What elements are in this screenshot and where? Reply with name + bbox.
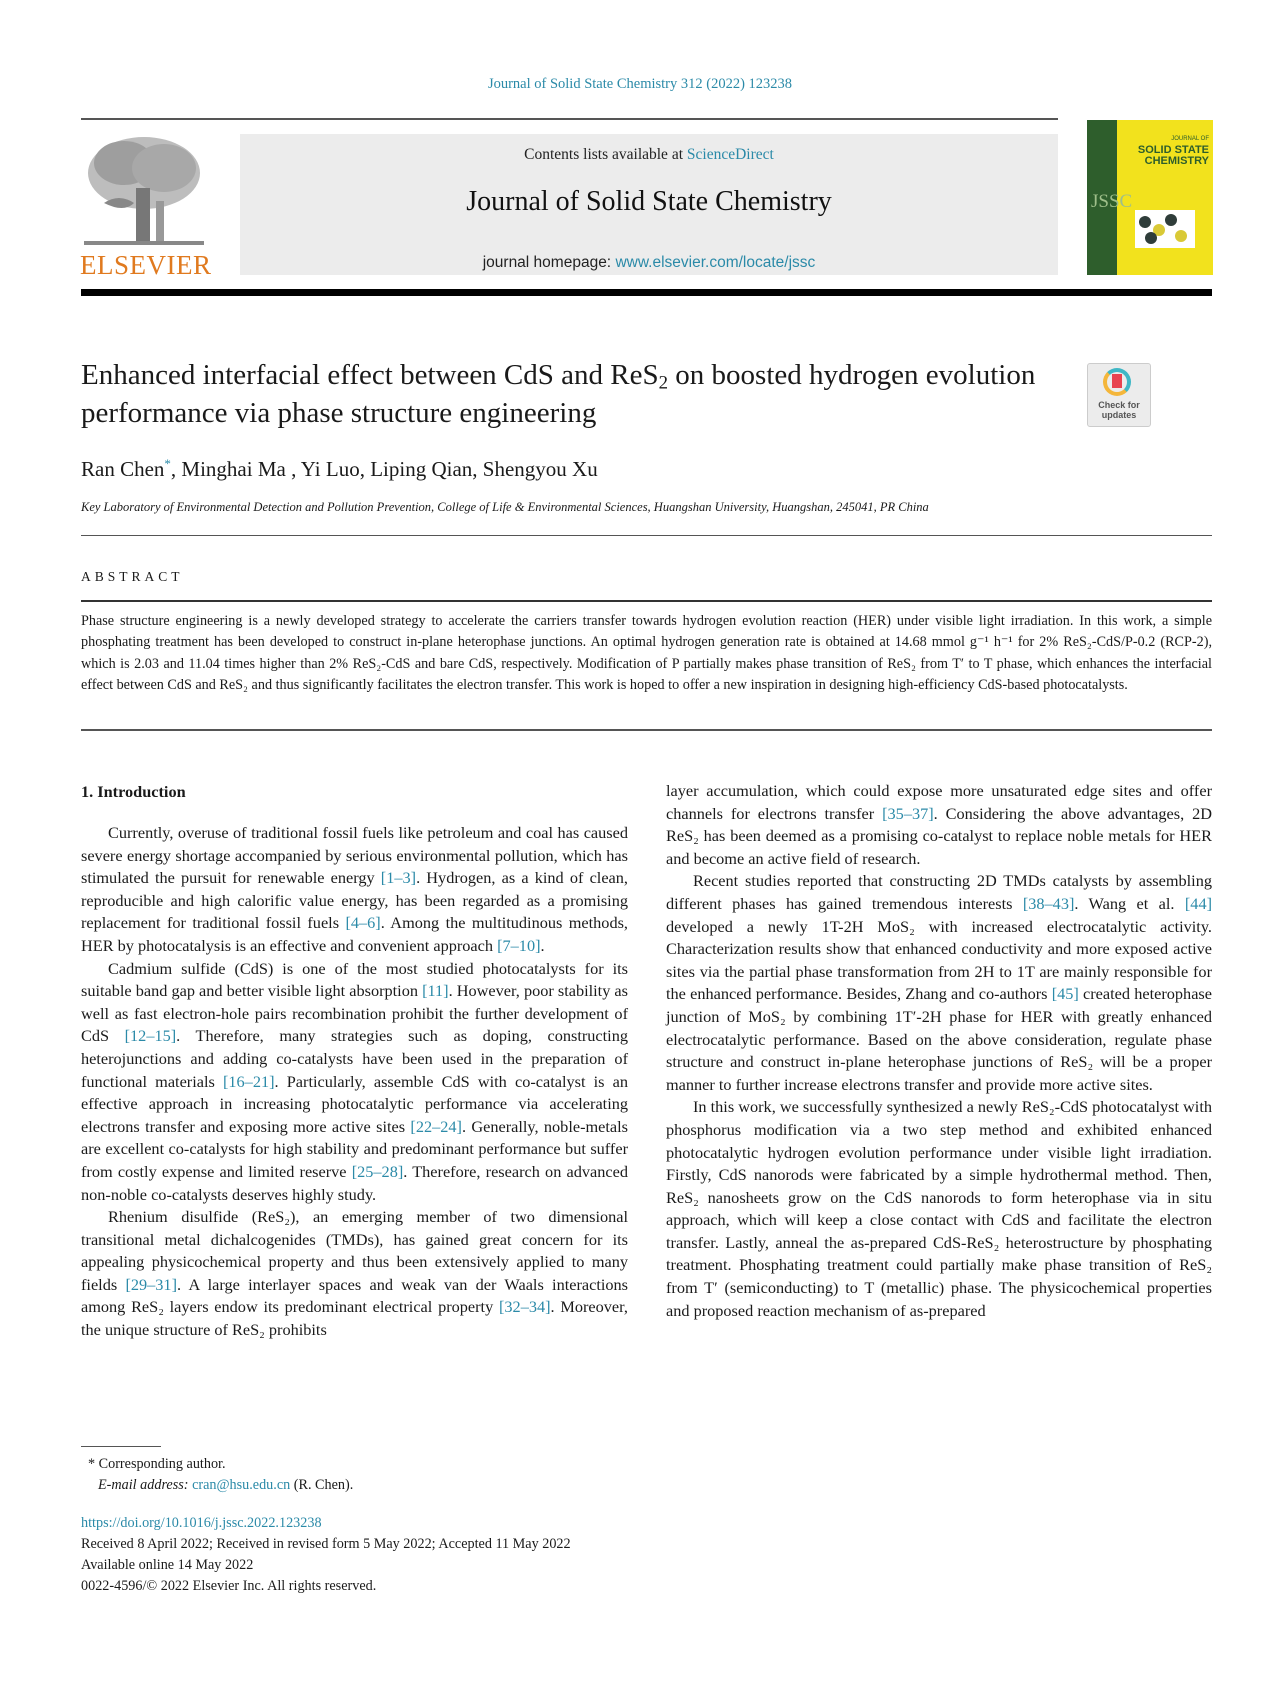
elsevier-wordmark: ELSEVIER (80, 250, 212, 280)
cover-image (1135, 210, 1195, 248)
text-run: Rhenium disulfide (ReS₂), an emerging member of two dimensional transitional metal dichalcogenides (TMDs), has gained great concern for its appealing physicochemical property and thus been extensively applied to many fields (81, 1207, 628, 1294)
body-column-right (666, 780, 1212, 1322)
available-online: Available online 14 May 2022 (81, 1557, 254, 1573)
header-thick-divider (81, 289, 1212, 296)
text-run: . Generally, noble-metals are excellent co-catalysts for high stability and predominant performance but suffer from costly expense and limited reserve (81, 1116, 628, 1181)
journal-homepage-link[interactable]: www.elsevier.com/locate/jssc (615, 254, 816, 271)
cover-spine (1087, 120, 1133, 275)
citation-link[interactable]: [32–34] (499, 1297, 551, 1317)
citation-link[interactable]: [7–10] (497, 935, 541, 955)
journal-banner (240, 134, 1058, 275)
citation-link[interactable]: [29–31] (125, 1274, 177, 1294)
paragraph (81, 822, 628, 958)
body-column-left (81, 822, 628, 1342)
paragraph (666, 1096, 1212, 1322)
text-run: . Hydrogen, as a kind of clean, reproducible and high calorific value energy, has been regarded as a promising replacement for traditional fossil fuels (81, 868, 628, 933)
author-separator: , (359, 457, 371, 481)
text-run: . Considering the above advantages, 2D ReS₂ has been deemed as a promising co-catalyst to replace noble metals for HER and become an active field of research. (666, 803, 1213, 868)
text-run: . (540, 935, 545, 955)
corresponding-author-mark[interactable]: * (164, 456, 171, 471)
journal-cover-thumbnail[interactable] (1087, 120, 1213, 275)
elsevier-logo[interactable] (80, 133, 212, 281)
paragraph (81, 1206, 628, 1342)
section-heading-introduction: 1. Introduction (81, 782, 186, 801)
title-part2: on boosted hydrogen evolution performance via phase structure engineering (81, 359, 1036, 429)
author-name[interactable]: Yi Luo (300, 457, 360, 481)
text-run: . A large interlayer spaces and weak van der Waals interactions among ReS₂ layers endow its predominant electrical property (81, 1274, 628, 1317)
text-run: . However, poor stability as well as fast electron-hole pairs recombination prohibit the further development of CdS (81, 981, 628, 1046)
footnote (88, 1454, 353, 1496)
email-line (88, 1475, 353, 1496)
journal-title: Journal of Solid State Chemistry (466, 186, 832, 217)
email-suffix: (R. Chen). (290, 1477, 354, 1493)
publication-info (81, 1513, 571, 1597)
text-run: . Among the multitudinous methods, HER by photocatalysis is an effective and convenient approach (81, 913, 628, 955)
email-label: E-mail address: (98, 1477, 193, 1493)
text-run: layer accumulation, which could expose more unsaturated edge sites and offer channels for electrons transfer (666, 781, 1212, 823)
text-run: created heterophase junction of MoS₂ by combining 1T′-2H phase for HER with greatly enhanced electrocatalytic performance. Based on the above consideration, regulate phase structure and construct in-plane heterophase junctions of ReS₂ will be a proper manner to further increase electrons transfer and provide more active sites. (666, 984, 1212, 1094)
paragraph (666, 870, 1212, 1096)
sciencedirect-link[interactable]: ScienceDirect (686, 146, 774, 163)
text-run: . Therefore, research on advanced non-noble co-catalysts deserves highly study. (81, 1161, 628, 1204)
header-divider (81, 118, 1058, 120)
abstract-text: Phase structure engineering is a newly developed strategy to accelerate the carriers transfer towards hydrogen evolution reaction (HER) under visible light irradiation. In this work, a simple phosphating treatment has been developed to construct in-plane heterophase junctions. An optimal hydrogen generation rate is obtained at 14.68 mmol g⁻¹ h⁻¹ for 2% ReS₂-CdS/P-0.2 (RCP-2), which is 2.03 and 11.04 times higher than 2% ReS₂-CdS and bare CdS, respectively. Modification of P partially makes phase transition of ReS₂ from T′ to T phase, which enhances the interfacial effect between CdS and ReS₂ and thus significantly facilitates the electron transfer. This work is hoped to offer a new inspiration in designing high-efficiency CdS-based photocatalysts. (81, 613, 1212, 693)
author-separator: , (472, 457, 483, 481)
cover-title-line1: SOLID STATE (1137, 144, 1209, 156)
abstract-heading: ABSTRACT (81, 569, 184, 584)
cover-title-small: JOURNAL OF (1171, 136, 1209, 142)
contents-available-line (240, 146, 1058, 164)
text-run: . Moreover, the unique structure of ReS₂ prohibits (81, 1297, 628, 1340)
paragraph (81, 958, 628, 1207)
doi-link[interactable]: https://doi.org/10.1016/j.jssc.2022.123238 (81, 1515, 322, 1531)
author-name[interactable]: Minghai Ma (181, 457, 286, 481)
title-subscript: 2 (658, 372, 669, 394)
citation-link[interactable]: [1–3] (380, 868, 417, 888)
abstract-bottom-divider (81, 729, 1212, 731)
author-separator: , (170, 457, 182, 481)
author-name[interactable]: Liping Qian (370, 457, 473, 481)
citation-link[interactable]: [4–6] (345, 913, 381, 933)
text-run: Currently, overuse of traditional fossil fuels like petroleum and coal has caused severe energy shortage accompanied by serious environmental pollution, which has stimulated the pursuit for renewable energy (81, 823, 628, 888)
homepage-prefix: journal homepage: (482, 254, 616, 271)
text-run: . Particularly, assemble CdS with co-catalyst is an effective approach in increasing photocatalytic performance via accelerating electrons transfer and exposing more active sites (81, 1071, 629, 1136)
citation-link[interactable]: [22–24] (410, 1116, 462, 1136)
text-run: . Wang et al. (1074, 893, 1185, 913)
publication-history: Received 8 April 2022; Received in revised form 5 May 2022; Accepted 11 May 2022 (81, 1536, 571, 1552)
cover-title-line2: CHEMISTRY (1144, 155, 1209, 167)
footnote-divider (81, 1446, 161, 1447)
citation-link[interactable]: [38–43] (1022, 893, 1075, 913)
affiliation: Key Laboratory of Environmental Detection and Pollution Prevention, College of Life & Environmental Sciences, Huangshan University, Huangshan, 245041, PR China (81, 500, 929, 514)
contents-prefix: Contents lists available at (524, 146, 687, 163)
text-run: . Therefore, many strategies such as doping, constructing heterojunctions and adding co-catalysts have been used in the preparation of functional materials (81, 1026, 628, 1091)
tree-of-knowledge-icon (84, 133, 204, 251)
cover-title (1121, 134, 1209, 167)
cover-spine-text: JSSC (1091, 191, 1133, 212)
author-separator: , (285, 457, 301, 481)
citation-link[interactable]: [25–28] (351, 1161, 404, 1181)
check-for-updates-label: Check for updates (1098, 400, 1140, 420)
bookmark-icon (1112, 374, 1122, 388)
title-part1: Enhanced interfacial effect between CdS and ReS (81, 359, 659, 391)
abstract-top-divider (81, 600, 1212, 602)
author-list (81, 456, 598, 482)
text-run: Recent studies reported that constructing 2D TMDs catalysts by assembling different phases has gained tremendous interests (666, 871, 1212, 913)
article-title (81, 356, 1041, 432)
text-run: In this work, we successfully synthesized a newly ReS₂-CdS photocatalyst with phosphorus modification via a two step method and exhibited enhanced photocatalytic hydrogen evolution performance under visible light irradiation. Firstly, CdS nanorods were fabricated by a simple hydrothermal method. Then, ReS₂ nanosheets grow on the CdS nanorods to form heterophase via in situ approach, which will keep a close contact with CdS and facilitate the electron transfer. Lastly, anneal the as-prepared CdS-ReS₂ heterostructure by phosphating treatment. Phosphating treatment could partially make phase transition of ReS₂ from T′ (semiconducting) to T (metallic) phase. The physicochemical properties and proposed reaction mechanism of as-prepared (666, 1097, 1212, 1320)
divider (81, 535, 1212, 536)
citation-link[interactable]: [11] (422, 981, 449, 1001)
copyright: 0022-4596/© 2022 Elsevier Inc. All rights reserved. (81, 1578, 377, 1594)
corresponding-author-note: * Corresponding author. (88, 1456, 226, 1472)
citation-link[interactable]: [16–21] (222, 1071, 275, 1091)
journal-reference-link[interactable]: Journal of Solid State Chemistry 312 (2022) 123238 (487, 76, 793, 92)
citation-link[interactable]: [44] (1184, 893, 1213, 913)
citation-link[interactable]: [12–15] (124, 1026, 177, 1046)
citation-link[interactable]: [35–37] (882, 803, 934, 823)
journal-homepage-line (240, 254, 1058, 272)
citation-link[interactable]: [45] (1051, 984, 1079, 1004)
text-run: Cadmium sulfide (CdS) is one of the most studied photocatalysts for its suitable band gap and better visible light absorption (81, 958, 628, 1001)
author-name[interactable]: Shengyou Xu (482, 457, 598, 481)
text-run: developed a newly 1T-2H MoS₂ with increased electrocatalytic activity. Characterization results show that enhanced conductivity and more exposed active sites via the partial phase transformation from 2H to 1T are mainly responsible for the enhanced performance. Besides, Zhang and co-authors (666, 916, 1212, 1004)
author-name[interactable]: Ran Chen (81, 457, 165, 481)
paragraph (666, 780, 1212, 870)
check-for-updates-button[interactable] (1087, 363, 1151, 427)
email-link[interactable]: cran@hsu.edu.cn (192, 1477, 291, 1493)
